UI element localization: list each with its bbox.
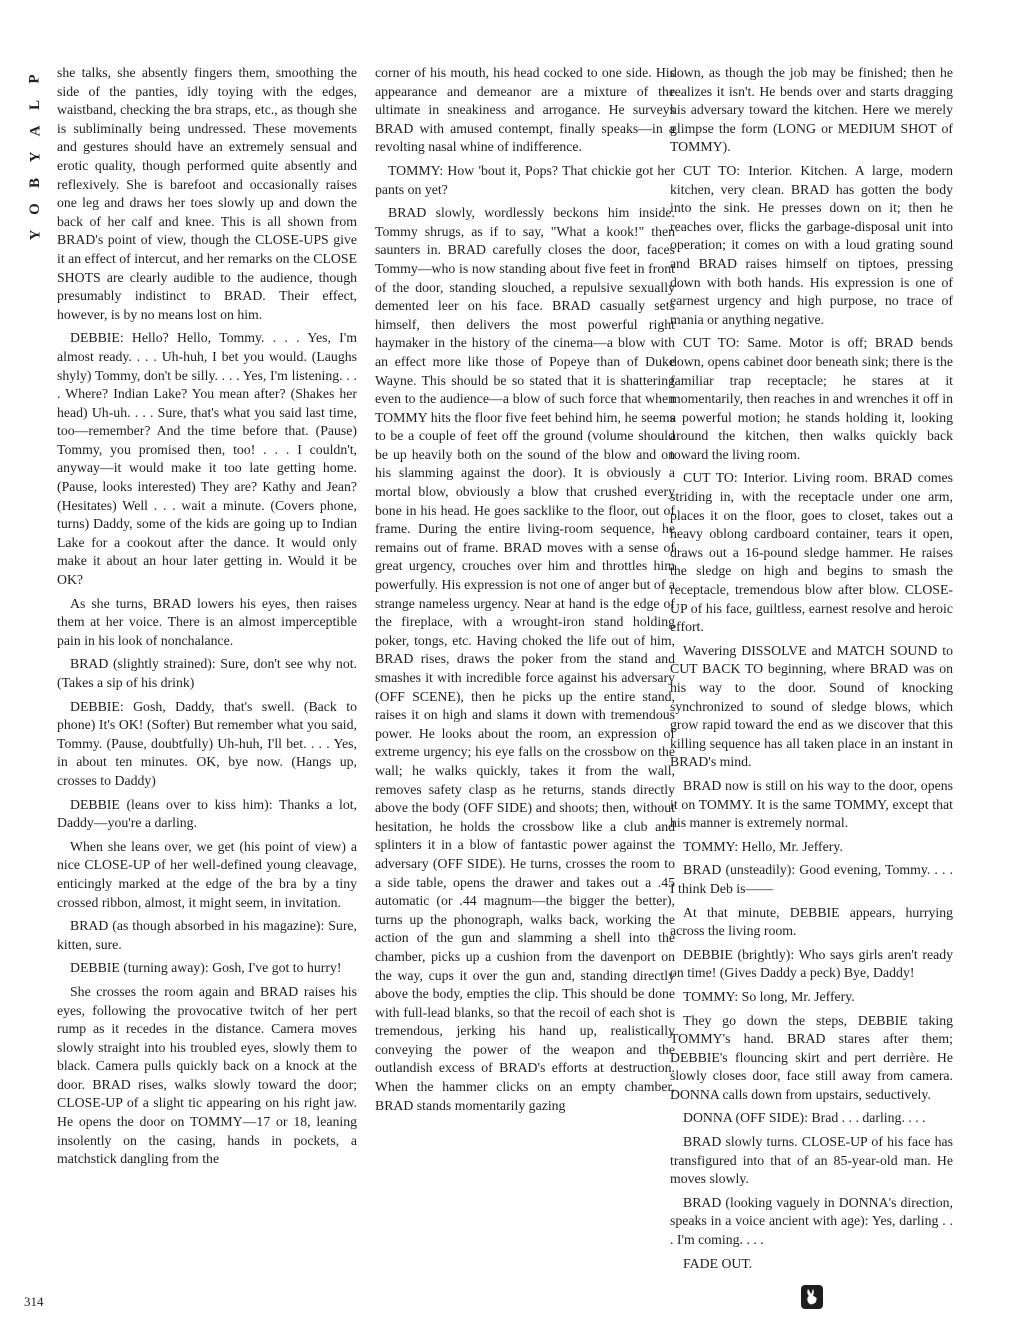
rabbit-head-icon bbox=[801, 1285, 823, 1309]
masthead-letter: B bbox=[26, 177, 43, 189]
masthead-letter: A bbox=[27, 125, 43, 137]
text-column-2 bbox=[375, 64, 675, 1294]
paragraph: BRAD now is still on his way to the door, opens it on TOMMY. It is the same TOMMY, except that his manner is extremely normal. bbox=[670, 777, 953, 831]
paragraph: BRAD (slightly strained): Sure, don't see why not. (Takes a sip of his drink) bbox=[57, 656, 357, 690]
paragraph: TOMMY: Hello, Mr. Jeffery. bbox=[683, 838, 843, 854]
masthead-letter: P bbox=[26, 74, 43, 84]
text-column-1 bbox=[57, 64, 357, 1294]
paragraph: BRAD (unsteadily): Good evening, Tommy. . . . I think Deb is—— bbox=[670, 862, 953, 896]
paragraph: DEBBIE: Gosh, Daddy, that's swell. (Back to phone) It's OK! (Softer) But remember what you said, Tommy. (Pause, doubtfully) Uh-huh, I'll bet. . . . Yes, in about ten minutes. OK, bye now. (Hangs up, crosses to Daddy) bbox=[57, 698, 357, 788]
paragraph: corner of his mouth, his head cocked to one side. His appearance and demeanor are a mixture of the ultimate in sneakiness and arrogance. He surveys BRAD with amused contempt, finally speaks—in a revolting nasal whine of indifference. bbox=[375, 65, 675, 155]
paragraph: At that minute, DEBBIE appears, hurrying across the living room. bbox=[670, 904, 953, 939]
paragraph: They go down the steps, DEBBIE taking TOMMY's hand. BRAD stares after them; DEBBIE's flouncing skirt and pert derrière. He slowly closes door, face still away from camera. DONNA calls down from upstairs, seductively. bbox=[670, 1012, 953, 1102]
paragraph: When she leans over, we get (his point of view) a nice CLOSE-UP of her well-defined young cleavage, enticingly marked at the edge of the bra by a tiny crossed ribbon, almost, it might seem, in invitation. bbox=[57, 838, 357, 910]
masthead-letter: Y bbox=[27, 229, 43, 241]
paragraph: she talks, she absently fingers them, smoothing the side of the panties, idly toying with the edges, waistband, checking the bra straps, etc., as though she is subliminally being undressed. These movements and gestures should have an extremely sensual and erotic quality, though performed quite absently and reflexively. She is barefoot and occasionally raises one leg and draws her toes slowly up and down the back of her calf and knee. This is all shown from BRAD's point of view, though the CLOSE-UPS give it an effect of intercut, and her remarks on the CLOSE SHOTS are clearly audible to the audience, though presumably indistinct to BRAD. Their effect, however, is by no means lost on him. bbox=[57, 65, 357, 322]
paragraph: DEBBIE (brightly): Who says girls aren't ready on time! (Gives Daddy a peck) Bye, Daddy! bbox=[670, 946, 953, 981]
masthead-letter: L bbox=[26, 99, 43, 111]
paragraph: DEBBIE: Hello? Hello, Tommy. . . . Yes, I'm almost ready. . . . Uh-huh, I bet you would. (Laughs shyly) Tommy, don't be silly. . . . Yes, I'm listening. . . . Where? Indian Lake? You mean after? (Shakes her head) Uh-uh. . . . Sure, that's what you said last time, too—remember? And the time before that. (Pause) Tommy, you promised then, too! . . . I couldn't, anyway—it would make it too late getting home. (Pause, looks interested) They are? Kathy and Jean? (Hesitates) Well . . . wait a minute. (Covers phone, turns) Daddy, some of the kids are going up to Indian Lake for a cookout after the dance. It would only make it about an hour later getting in. Would it be OK? bbox=[57, 330, 357, 588]
paragraph: She crosses the room again and BRAD raises his eyes, following the provocative twitch of her pert rump as it recedes in the distance. Camera moves slowly straight into his troubled eyes, slowly them to black. Camera pulls quickly back on a knock at the door. BRAD rises, walks slowly toward the door; CLOSE-UP of a slight tic appearing on his right jaw. He opens the door on TOMMY—17 or 18, leaning insolently on the casing, hands in pockets, a matchstick dangling from the bbox=[57, 983, 357, 1167]
paragraph: FADE OUT. bbox=[683, 1255, 753, 1271]
paragraph: DONNA (OFF SIDE): Brad . . . darling. . . . bbox=[683, 1110, 926, 1126]
paragraph: Wavering DISSOLVE and MATCH SOUND to CUT BACK TO beginning, where BRAD was on his way to the door. Sound of knocking synchronized to sound of sledge blows, which grow rapid toward the end as we discover that this killing sequence has all taken place in an instant in BRAD's mind. bbox=[670, 642, 953, 770]
masthead-letter: Y bbox=[27, 151, 43, 163]
paragraph: CUT TO: Interior. Living room. BRAD comes striding in, with the receptacle under one arm, places it on the floor, goes to closet, takes out a heavy oblong cardboard container, tears it open, draws out a 16-pound sledge hammer. He raises the sledge on high and begins to smash the receptacle, tremendous blow after blow. CLOSE-UP of his face, guiltless, earnest resolve and heroic effort. bbox=[670, 470, 953, 635]
paragraph: down, as though the job may be finished; then he realizes it isn't. He bends over and starts dragging his adversary toward the kitchen. Here we merely glimpse the form (LONG or MEDIUM SHOT of TOMMY). bbox=[670, 65, 953, 155]
masthead-letter: O bbox=[26, 203, 43, 215]
paragraph: BRAD slowly turns. CLOSE-UP of his face has transfigured into that of an 85-year-old man. He moves slowly. bbox=[670, 1134, 953, 1187]
paragraph: CUT TO: Same. Motor is off; BRAD bends down, opens cabinet door beneath sink; there is the familiar trap receptacle; he stares at it momentarily, then reaches in and wrenches it off in a powerful motion; he stands holding it, looking around the kitchen, then walks quickly back toward the living room. bbox=[670, 335, 953, 462]
paragraph: BRAD (as though absorbed in his magazine): Sure, kitten, sure. bbox=[57, 918, 357, 952]
paragraph: TOMMY: How 'bout it, Pops? That chickie got her pants on yet? bbox=[375, 162, 675, 197]
paragraph: DEBBIE (turning away): Gosh, I've got to hurry! bbox=[70, 960, 342, 976]
rabbit-head-glyph bbox=[805, 1288, 819, 1306]
magazine-masthead bbox=[22, 66, 48, 248]
paragraph: TOMMY: So long, Mr. Jeffery. bbox=[683, 988, 855, 1004]
paragraph: DEBBIE (leans over to kiss him): Thanks a lot, Daddy—you're a darling. bbox=[57, 796, 357, 831]
paragraph: BRAD (looking vaguely in DONNA's direction, speaks in a voice ancient with age): Yes, darling . . . I'm coming. . . . bbox=[670, 1194, 953, 1248]
paragraph: As she turns, BRAD lowers his eyes, then raises them at her voice. There is an almost imperceptible pain in his look of nonchalance. bbox=[57, 595, 357, 648]
page-number: 314 bbox=[24, 1294, 44, 1309]
paragraph: CUT TO: Interior. Kitchen. A large, modern kitchen, very clean. BRAD has gotten the body into the sink. He presses down on it; then he reaches over, flicks the garbage-disposal unit into operation; it comes on with a loud grating sound and BRAD raises himself on tiptoes, pressing down with both hands. His expression is one of earnest urgency and high purpose, no trace of mania or anything negative. bbox=[670, 162, 953, 327]
text-column-3 bbox=[670, 64, 953, 1294]
paragraph: BRAD slowly, wordlessly beckons him inside. Tommy shrugs, as if to say, "What a kook!" then saunters in. BRAD carefully closes the door, faces Tommy—who is now standing about five feet in front of the door, standing slouched, a repulsive sexually demented leer on his face. BRAD casually sets himself, then delivers the most powerful right haymaker in the history of the cinema—a blow with an effect more like those of Popeye than of Duke Wayne. This should be so stated that it is shattering even to the audience—a blow of such force that when TOMMY hits the floor five feet behind him, he seems to be a couple of feet off the ground (volume should be up heavily both on the sound of the blow and on his slamming against the door). It is obviously a mortal blow, obviously a blow that crushed every bone in his head. He goes sacklike to the floor, out of frame. During the entire living-room sequence, he remains out of frame. BRAD moves with a sense of great urgency, crouches over him and throttles him powerfully. His expression is not one of anger but of a strange nameless urgency. Near at hand is the edge of the fireplace, with a wrought-iron stand holding poker, tongs, etc. Having choked the life out of him, BRAD rises, draws the poker from the stand and smashes it with incredible force against his adversary (OFF SCENE), then he picks up the entire stand, raises it on high and slams it down with tremendous power. He looks about the room, an expression of extreme urgency; his eye falls on the crossbow on the wall; he walks quickly, takes it from the wall, removes safety clasp as he returns, stands directly above the body (OFF SIDE) and shoots; then, without hesitation, he holds the crossbow like a club and splinters it in a blow of fantastic power against the adversary (OFF SIDE). He turns, crosses the room to a side table, opens the drawer and takes out a .45 automatic (or .44 magnum—the bigger the better), turns up the phonograph, walks back, working the action of the gun and slamming a shell into the chamber, picks up a cushion from the davenport on the way, cups it over the gun and, standing directly above the body, empties the clip. This should be done with full-lead blanks, so that the recoil of each shot is tremendous, jerking his hand up, realistically conveying the power of the weapon and the outlandish excess of BRAD's efforts at destruction. When the hammer clicks on an empty chamber, BRAD stands momentarily gazing bbox=[375, 205, 675, 1113]
